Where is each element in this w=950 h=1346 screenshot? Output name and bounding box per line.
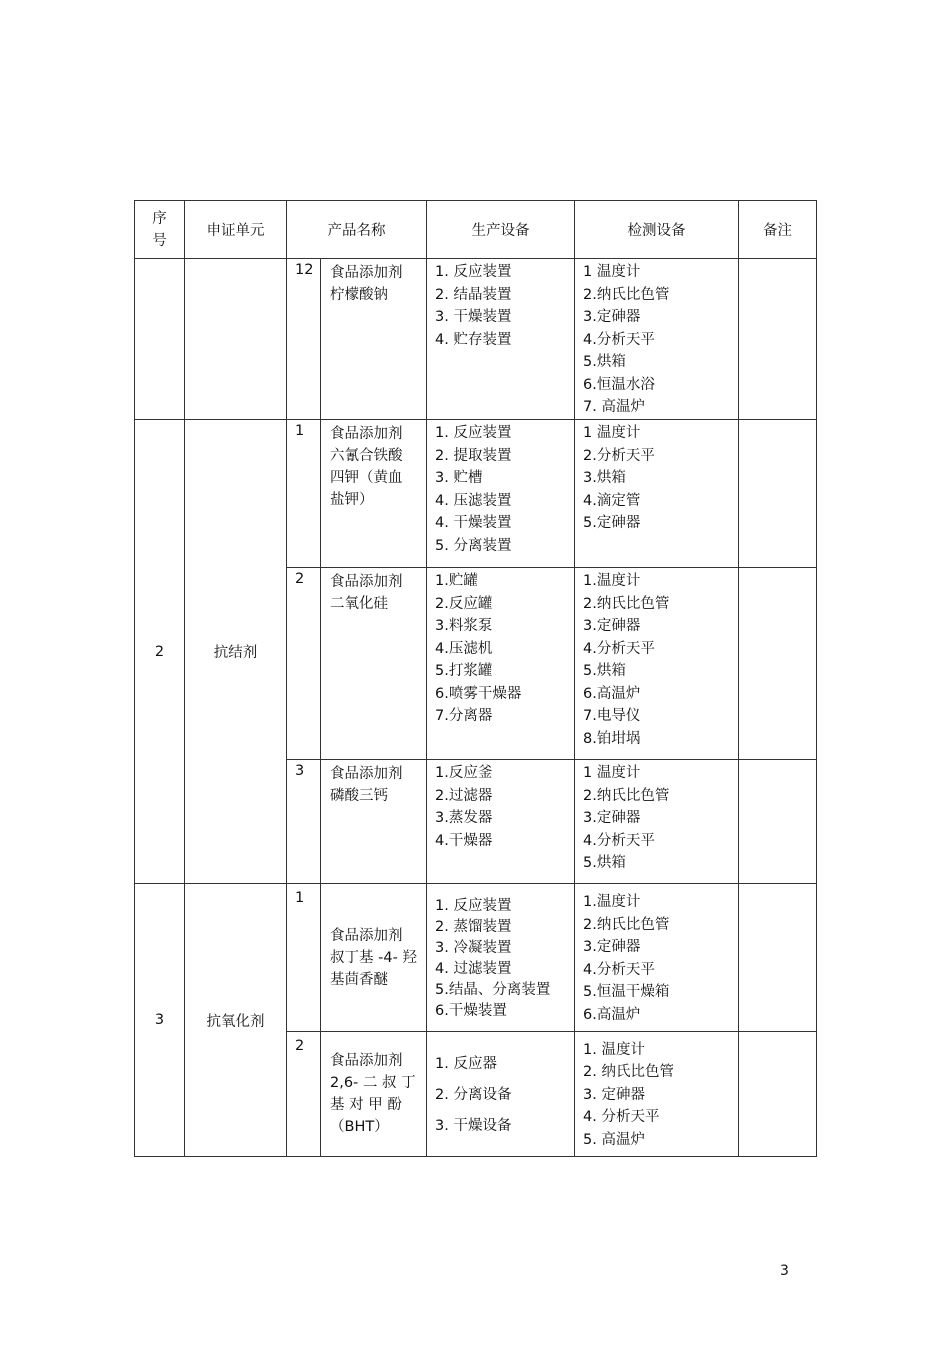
header-production: 生产设备 (427, 201, 575, 259)
list-item: 3.定砷器 (583, 810, 641, 826)
product-name (321, 1032, 427, 1157)
list-item: 4. 压滤装置 (435, 492, 512, 509)
list-item: 3. 冷凝装置 (435, 939, 512, 956)
product-name-line: （BHT） (330, 1119, 389, 1135)
list-item: 3.料浆泵 (435, 618, 493, 634)
testing-list (575, 884, 739, 1032)
production-list (427, 259, 575, 420)
list-item: 3. 定砷器 (583, 1086, 645, 1103)
testing-list (575, 760, 739, 884)
list-item: 2.纳氏比色管 (583, 916, 670, 933)
list-item: 3.定砷器 (583, 939, 641, 955)
table-row (135, 420, 817, 568)
product-name-line: 基茴香醚 (330, 971, 388, 988)
testing-list (575, 259, 739, 420)
list-item: 3.烘箱 (583, 470, 626, 486)
product-name-line: 四钾（黄血 (330, 470, 403, 486)
list-item: 5.烘箱 (583, 354, 626, 370)
list-item: 4.干燥器 (435, 832, 493, 849)
product-name-line: 食品添加剂 (330, 927, 403, 944)
list-item: 4.分析天平 (583, 832, 655, 849)
list-item: 5.定砷器 (583, 515, 641, 531)
list-item: 4.分析天平 (583, 961, 655, 978)
product-name-line: 二氧化硅 (330, 596, 388, 612)
product-name (321, 760, 427, 884)
list-item: 1. 反应装置 (435, 425, 512, 441)
list-item: 7.电导仪 (583, 708, 641, 724)
list-item: 1.温度计 (583, 573, 641, 589)
testing-list (575, 568, 739, 760)
table-row (135, 259, 817, 420)
list-item: 5.打浆罐 (435, 663, 493, 679)
list-item: 2. 分离设备 (435, 1086, 512, 1103)
list-item: 1.反应釜 (435, 765, 493, 781)
list-item: 1 温度计 (583, 425, 641, 441)
list-item: 6.喷雾干燥器 (435, 685, 522, 702)
production-list (427, 1032, 575, 1157)
list-item: 2.纳氏比色管 (583, 595, 670, 612)
remarks-cell (739, 568, 817, 760)
equipment-table (134, 200, 817, 1157)
testing-list (575, 420, 739, 568)
remarks-cell (739, 259, 817, 420)
production-list (427, 420, 575, 568)
product-name-line: 2,6- 二 叔 丁 (330, 1075, 416, 1091)
list-item: 3.蒸发器 (435, 810, 493, 826)
remarks-cell (739, 884, 817, 1032)
list-item: 4. 干燥装置 (435, 515, 512, 531)
list-item: 2. 提取装置 (435, 447, 512, 464)
seq-cell: 2 (135, 420, 185, 884)
list-item: 1. 反应装置 (435, 897, 512, 914)
list-item: 4. 分析天平 (583, 1109, 660, 1126)
list-item: 3.定砷器 (583, 618, 641, 634)
header-unit: 申证单元 (185, 201, 287, 259)
product-name-line: 食品添加剂 (330, 265, 403, 281)
unit-cell: 抗氧化剂 (185, 884, 287, 1157)
unit-cell: 抗结剂 (185, 420, 287, 884)
product-name (321, 259, 427, 420)
production-list (427, 884, 575, 1032)
product-name (321, 420, 427, 568)
header-testing: 检测设备 (575, 201, 739, 259)
product-name-line: 食品添加剂 (330, 574, 403, 590)
production-list (427, 568, 575, 760)
list-item: 5. 高温炉 (583, 1131, 645, 1148)
list-item: 7. 高温炉 (583, 399, 645, 415)
list-item: 8.铂坩埚 (583, 730, 641, 747)
product-name-line: 食品添加剂 (330, 766, 403, 782)
list-item: 2.纳氏比色管 (583, 787, 670, 804)
product-name (321, 568, 427, 760)
header-product: 产品名称 (287, 201, 427, 259)
list-item: 2.反应罐 (435, 595, 493, 612)
list-item: 4.分析天平 (583, 331, 655, 348)
list-item: 2.分析天平 (583, 447, 655, 464)
header-seq (135, 201, 185, 259)
list-item: 1. 温度计 (583, 1041, 645, 1058)
list-item: 2. 纳氏比色管 (583, 1064, 674, 1081)
list-item: 4.压滤机 (435, 640, 493, 657)
product-no: 1 (287, 884, 321, 1032)
product-name-line: 食品添加剂 (330, 1053, 403, 1069)
product-name-line: 基 对 甲 酚 (330, 1097, 402, 1113)
list-item: 2.过滤器 (435, 787, 493, 804)
list-item: 3. 干燥装置 (435, 309, 512, 325)
product-name-line: 食品添加剂 (330, 426, 403, 442)
page-number: 3 (780, 1263, 789, 1279)
list-item: 5.烘箱 (583, 663, 626, 679)
list-item: 3. 干燥设备 (435, 1117, 512, 1134)
list-item: 5.结晶、分离装置 (435, 981, 551, 998)
product-name-line: 六氰合铁酸 (330, 448, 403, 464)
product-name-line: 盐钾） (330, 492, 374, 508)
header-seq-line1: 序 (152, 210, 167, 227)
list-item: 3.定砷器 (583, 309, 641, 325)
list-item: 4. 贮存装置 (435, 331, 512, 348)
list-item: 1 温度计 (583, 765, 641, 781)
list-item: 2.纳氏比色管 (583, 286, 670, 303)
list-item: 6.高温炉 (583, 1006, 641, 1023)
header-row (135, 201, 817, 259)
remarks-cell (739, 420, 817, 568)
testing-list (575, 1032, 739, 1157)
product-name-line: 磷酸三钙 (330, 788, 388, 804)
product-name (321, 884, 427, 1032)
list-item: 1.贮罐 (435, 573, 478, 589)
list-item: 5.恒温干燥箱 (583, 984, 670, 1000)
list-item: 1.温度计 (583, 894, 641, 910)
remarks-cell (739, 1032, 817, 1157)
list-item: 3. 贮槽 (435, 470, 483, 486)
production-list (427, 760, 575, 884)
list-item: 7.分离器 (435, 708, 493, 724)
list-item: 4.滴定管 (583, 492, 641, 509)
product-no: 2 (287, 1032, 321, 1157)
product-no: 3 (287, 760, 321, 884)
product-name-line: 柠檬酸钠 (330, 287, 388, 303)
list-item: 1. 反应装置 (435, 264, 512, 280)
table-row (135, 884, 817, 1032)
header-remarks: 备注 (739, 201, 817, 259)
list-item: 6.干燥装置 (435, 1002, 507, 1019)
list-item: 6.高温炉 (583, 685, 641, 702)
list-item: 5.烘箱 (583, 855, 626, 871)
list-item: 2. 蒸馏装置 (435, 918, 512, 935)
list-item: 1 温度计 (583, 264, 641, 280)
list-item: 5. 分离装置 (435, 537, 512, 554)
list-item: 2. 结晶装置 (435, 286, 512, 303)
seq-cell (135, 259, 185, 420)
list-item: 4.分析天平 (583, 640, 655, 657)
product-no: 12 (287, 259, 321, 420)
list-item: 6.恒温水浴 (583, 376, 655, 393)
list-item: 1. 反应器 (435, 1055, 497, 1072)
remarks-cell (739, 760, 817, 884)
list-item: 4. 过滤装置 (435, 960, 512, 977)
unit-cell (185, 259, 287, 420)
product-name-line: 叔丁基 -4- 羟 (330, 949, 417, 966)
seq-cell: 3 (135, 884, 185, 1157)
product-no: 1 (287, 420, 321, 568)
header-seq-line2: 号 (152, 232, 167, 249)
product-no: 2 (287, 568, 321, 760)
